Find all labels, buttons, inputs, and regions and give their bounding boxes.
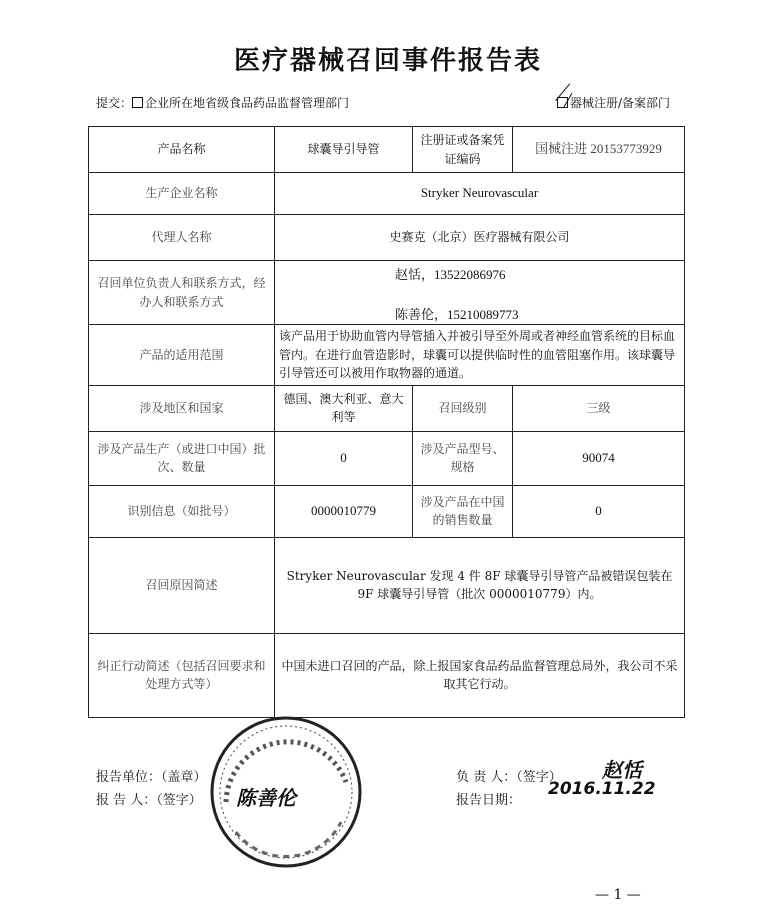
table-row [89,215,685,261]
manufacturer-value: Stryker Neurovascular [275,173,685,215]
region-label: 涉及地区和国家 [89,385,275,431]
checkbox-checked-icon[interactable] [557,97,568,108]
form-title: 医疗器械召回事件报告表 [233,46,542,76]
scope-value: 该产品用于协助血管内导管插入并被引导至外周或者神经血管系统的目标血管内。在进行血管造影时，球囊可以提供临时性的血管阻塞作用。该球囊导引导管还可以被用作取物器的通道。 [275,325,685,386]
sales-value: 0 [513,485,685,537]
table-row [89,485,685,537]
recall-report-table [88,126,685,718]
registration-label: 注册证或备案凭证编码 [413,127,513,173]
agent-label: 代理人名称 [89,215,275,261]
product-name-value: 球囊导引导管 [275,127,413,173]
reason-label: 召回原因简述 [89,537,275,633]
submit-option-left [96,94,349,111]
scope-label: 产品的适用范围 [89,325,275,386]
contact-handler: 陈善伦，15210089773 [395,307,519,322]
table-row [89,127,685,173]
contact-label: 召回单位负责人和联系方式，经办人和联系方式 [89,261,275,325]
table-row [89,537,685,633]
submit-label: 提交： [96,96,133,110]
table-row [89,261,685,325]
submit-option-left-label: 企业所在地省级食品药品监督管理部门 [145,96,350,110]
contact-responsible: 赵恬，13522086976 [395,267,506,282]
batch-value: 0 [275,431,413,485]
model-label: 涉及产品型号、规格 [413,431,513,485]
submit-option-right [557,94,670,111]
sales-label: 涉及产品在中国的销售数量 [413,485,513,537]
report-date-label: 报告日期： [456,793,522,808]
page-number: — 1 — [595,887,641,903]
table-row [89,431,685,485]
submit-option-right-label: 器械注册/备案部门 [569,96,670,110]
submit-line [96,94,688,114]
contact-cell [275,261,685,325]
action-label: 纠正行动简述（包括召回要求和处理方式等） [89,633,275,717]
table-row [89,385,685,431]
recall-level-value: 三级 [513,385,685,431]
report-date-handwritten: 2016.11.22 [548,779,656,799]
reason-value: Stryker Neurovascular 发现 4 件 8F 球囊导引导管产品被错误包装在 9F 球囊导引导管（批次 0000010779）内。 [275,537,685,633]
identification-value: 0000010779 [275,485,413,537]
report-unit-label: 报告单位：（盖章） [96,770,207,785]
agent-value: 史赛克（北京）医疗器械有限公司 [275,215,685,261]
registration-value: 国械注进 20153773929 [513,127,685,173]
region-value: 德国、澳大利亚、意大利等 [275,385,413,431]
responsible-signature: 赵恬 [602,758,642,782]
product-name-label: 产品名称 [89,127,275,173]
model-value: 90074 [513,431,685,485]
batch-label: 涉及产品生产（或进口中国）批次、数量 [89,431,275,485]
reporter-signature: 陈善伦 [236,786,296,810]
reporter-label: 报 告 人：（签字） [96,793,202,808]
action-value: 中国未进口召回的产品，除上报国家食品药品监督管理总局外，我公司不采取其它行动。 [275,633,685,717]
table-row [89,173,685,215]
table-row [89,325,685,386]
checkbox-unchecked-icon[interactable] [132,97,143,108]
identification-label: 识别信息（如批号） [89,485,275,537]
recall-level-label: 召回级别 [413,385,513,431]
manufacturer-label: 生产企业名称 [89,173,275,215]
company-seal-stamp [206,712,366,872]
responsible-label: 负 责 人：（签字） [456,770,562,785]
table-row [89,633,685,717]
